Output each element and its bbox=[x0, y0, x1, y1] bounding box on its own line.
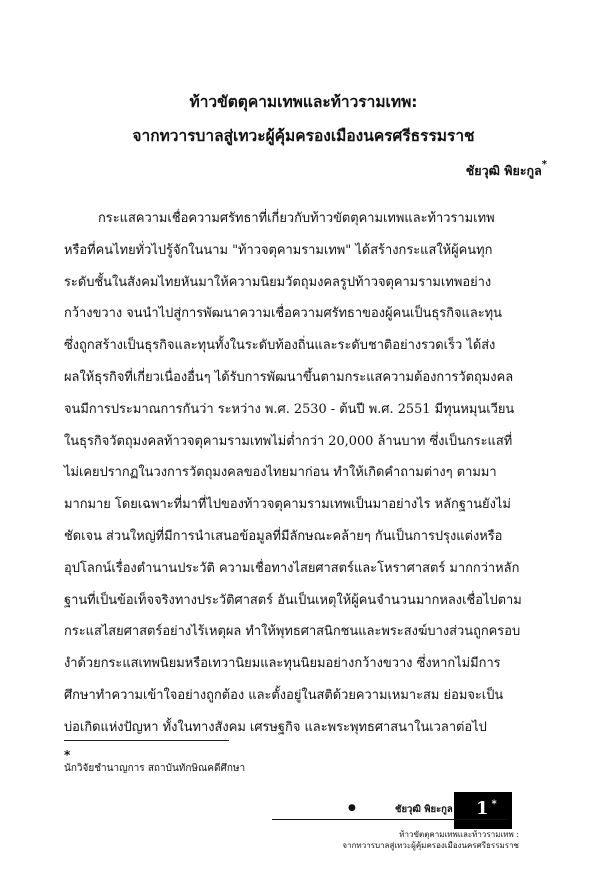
body-line: ในธุรกิจวัตถุมงคลท้าวจตุคามรามเทพไม่ต่ำกว่า 20,000 ล้านบาท ซึ่งเป็นกระแสที่ bbox=[64, 433, 513, 449]
body-line: หรือที่คนไทยทั่วไปรู้จักในนาม "ท้าวจตุคามรามเทพ" ได้สร้างกระแสให้ผู้คนทุก bbox=[64, 242, 493, 258]
author-name: ชัยวุฒิ พิยะกูล bbox=[465, 163, 542, 178]
body-line: ชัดเจน ส่วนใหญ่ที่มีการนำเสนอข้อมูลที่มีลักษณะคล้ายๆ กันเป็นการปรุงแต่งหรือ bbox=[64, 528, 503, 544]
page-number-marker: * bbox=[491, 799, 497, 810]
page-number: 1 bbox=[476, 798, 489, 819]
body-line: ไม่เคยปรากฏในวงการวัตถุมงคลของไทยมาก่อน ทำให้เกิดคำถามต่างๆ ตามมา bbox=[64, 465, 497, 481]
body-line: อุปโลกน์เรื่องตำนานประวัติ ความเชื่อทางไสยศาสตร์และโหราศาสตร์ มากกว่าหลัก bbox=[64, 560, 520, 576]
footnote-marker: * bbox=[64, 748, 71, 762]
footer-title-line-2: จากทวารบาลสู่เทวะผู้คุ้มครองเมืองนครศรีธรรมราช bbox=[342, 841, 519, 850]
body-line: มากมาย โดยเฉพาะที่มาที่ไปของท้าวจตุคามรามเทพเป็นมาอย่างไร หลักฐานยังไม่ bbox=[64, 497, 511, 513]
body-line: กระแสความเชื่อความศรัทธาที่เกี่ยวกับท้าวขัตตุคามเทพและท้าวรามเทพ bbox=[98, 211, 495, 226]
body-line: ศึกษาทำความเข้าใจอย่างถูกต้อง และตั้งอยู่ในสติด้วยความเหมาะสม ย่อมจะเป็น bbox=[64, 687, 504, 703]
author-byline bbox=[465, 159, 547, 182]
body-paragraph bbox=[64, 208, 542, 749]
body-line: ผลให้ธุรกิจที่เกี่ยวเนื่องอื่นๆ ได้รับการพัฒนาขึ้นตามกระแสความต้องการวัตถุมงคล bbox=[64, 369, 514, 385]
footer-author: ชัยวุฒิ พิยะกูล bbox=[395, 804, 453, 815]
body-line: บ่อเกิดแห่งปัญหา ทั้งในทางสังคม เศรษฐกิจ และพระพุทธศาสนาในเวลาต่อไป bbox=[64, 719, 487, 735]
body-line: จนมีการประมาณการกันว่า ระหว่าง พ.ศ. 2530 - ต้นปี พ.ศ. 2551 มีทุนหมุนเวียน bbox=[64, 401, 515, 417]
author-footnote-marker: * bbox=[541, 159, 547, 170]
page-number-box bbox=[454, 792, 512, 829]
footer-dot-glyph: ● bbox=[348, 803, 356, 813]
footnote-divider bbox=[64, 740, 229, 741]
footer-title-line-1: ท้าวขัตตุคามเทพและท้าวรามเทพ : bbox=[399, 830, 519, 839]
body-line: ฐานที่เป็นข้อเท็จจริงทางประวัติศาสตร์ อันเป็นเหตุให้ผู้คนจำนวนมากหลงเชื่อไปตาม bbox=[64, 592, 522, 608]
body-line: กระแสไสยศาสตร์อย่างไร้เหตุผล ทำให้พุทธศาสนิกชนและพระสงฆ์บางส่วนถูกครอบ bbox=[64, 624, 521, 640]
footnote bbox=[64, 748, 245, 776]
body-line: ระดับชั้นในสังคมไทยหันมาให้ความนิยมวัตถุมงคลรูปท้าวจตุคามรามเทพอย่าง bbox=[64, 274, 492, 290]
body-line: ซึ่งถูกสร้างเป็นธุรกิจและทุนทั้งในระดับท้องถิ่นและระดับชาติอย่างรวดเร็ว ได้ส่ง bbox=[64, 338, 496, 354]
body-line: กว้างขวาง จนนำไปสู่การพัฒนาความเชื่อความศรัทธาของผู้คนเป็นธุรกิจและทุน bbox=[64, 306, 502, 322]
body-line: งำด้วยกระแสเทพนิยมหรือเทวานิยมและทุนนิยมอย่างกว้างขวาง ซึ่งหากไม่มีการ bbox=[64, 656, 501, 672]
footer-divider bbox=[272, 819, 508, 820]
article-title-line-2: จากทวารบาลสู่เทวะผู้คุ้มครองเมืองนครศรีธรรมราช bbox=[132, 127, 475, 145]
footnote-text: นักวิจัยชำนาญการ สถาบันทักษิณคดีศึกษา bbox=[64, 763, 246, 774]
article-title-line-1: ท้าวขัตตุคามเทพและท้าวรามเทพ: bbox=[189, 93, 418, 111]
